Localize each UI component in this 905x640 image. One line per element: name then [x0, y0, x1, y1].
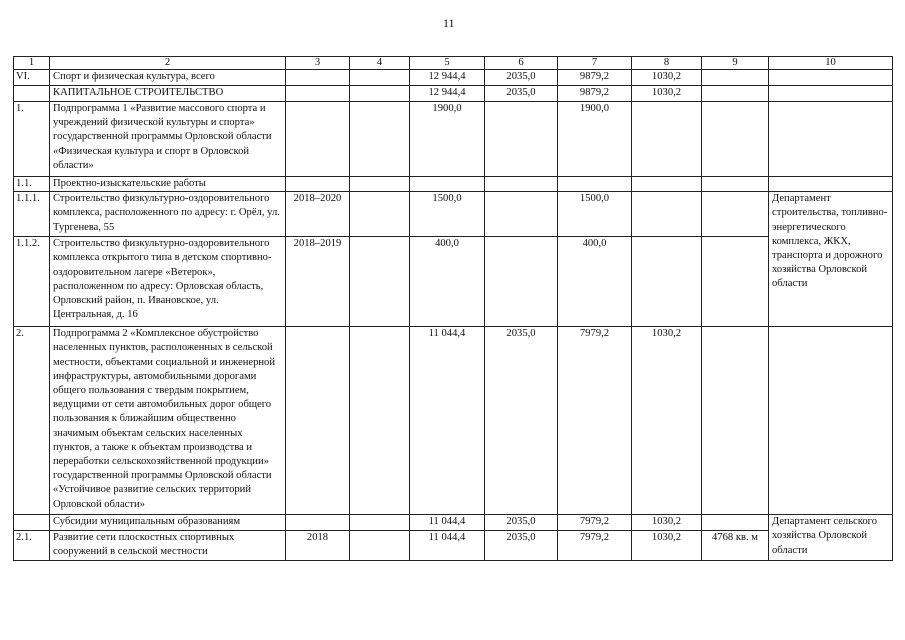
row-col7: 7979,2	[558, 531, 632, 561]
page-number: 11	[443, 16, 455, 30]
row-number: 2.1.	[14, 531, 50, 561]
budget-table	[13, 56, 893, 561]
table-row	[14, 102, 893, 177]
row-col7: 1900,0	[558, 102, 632, 177]
row-col9	[702, 102, 769, 177]
row-col6: 2035,0	[485, 70, 558, 86]
row-col5: 11 044,4	[410, 531, 485, 561]
row-col6: 2035,0	[485, 531, 558, 561]
header-cell: 10	[769, 57, 893, 70]
row-col10	[769, 70, 893, 86]
row-col4	[350, 86, 410, 102]
table-row	[14, 177, 893, 192]
row-col5: 1500,0	[410, 192, 485, 237]
row-period	[286, 102, 350, 177]
header-cell: 3	[286, 57, 350, 70]
row-col8: 1030,2	[632, 86, 702, 102]
row-name: Подпрограмма 2 «Комплексное обустройство населенных пунктов, расположенных в сельской местности, объектами социальной и инженерной инфраструктуры, автомобильными дорогами общего пользования с твердым покрытием, ведущими от сети автомобильных дорог общего пользования к ближайшим общественно значимым объектам сельских населенных пунктов, а также к объектам производства и переработки сельскохозяйственной продукции» государственной программы Орловской области «Устойчивое развитие сельских территорий Орловской области»	[50, 327, 286, 515]
row-number	[14, 515, 50, 531]
header-cell: 7	[558, 57, 632, 70]
row-period	[286, 515, 350, 531]
row-number: 1.1.	[14, 177, 50, 192]
row-col5: 11 044,4	[410, 327, 485, 515]
row-col10	[769, 327, 893, 515]
row-col7: 1500,0	[558, 192, 632, 237]
header-row	[14, 57, 893, 70]
row-col7: 7979,2	[558, 327, 632, 515]
header-cell: 6	[485, 57, 558, 70]
row-col7: 400,0	[558, 237, 632, 327]
row-col4	[350, 192, 410, 237]
row-period	[286, 177, 350, 192]
row-number	[14, 86, 50, 102]
row-col8: 1030,2	[632, 327, 702, 515]
row-col8: 1030,2	[632, 70, 702, 86]
row-name: Развитие сети плоскостных спортивных сооружений в сельской местности	[50, 531, 286, 561]
row-col5: 400,0	[410, 237, 485, 327]
row-col8	[632, 102, 702, 177]
row-col8	[632, 177, 702, 192]
table-row	[14, 531, 893, 561]
row-col5: 12 944,4	[410, 86, 485, 102]
header-cell: 9	[702, 57, 769, 70]
row-name: КАПИТАЛЬНОЕ СТРОИТЕЛЬСТВО	[50, 86, 286, 102]
header-cell: 4	[350, 57, 410, 70]
row-name: Строительство физкультурно-оздоровительного комплекса открытого типа в детском спортивно-оздоровительном лагере «Ветерок», расположенном по адресу: Орловская область, Орловский район, п. Ивановское, ул. Центральная, д. 16	[50, 237, 286, 327]
row-col4	[350, 70, 410, 86]
row-col4	[350, 327, 410, 515]
row-col4	[350, 102, 410, 177]
row-col9: 4768 кв. м	[702, 531, 769, 561]
table-row	[14, 515, 893, 531]
row-col6: 2035,0	[485, 515, 558, 531]
row-col4	[350, 515, 410, 531]
row-col6: 2035,0	[485, 86, 558, 102]
row-col8: 1030,2	[632, 515, 702, 531]
row-col5	[410, 177, 485, 192]
row-period	[286, 86, 350, 102]
row-col9	[702, 237, 769, 327]
header-cell: 1	[14, 57, 50, 70]
row-name: Субсидии муниципальным образованиям	[50, 515, 286, 531]
row-col9	[702, 70, 769, 86]
row-period: 2018	[286, 531, 350, 561]
row-col9	[702, 192, 769, 237]
row-name: Проектно-изыскательские работы	[50, 177, 286, 192]
row-period	[286, 70, 350, 86]
row-col10	[769, 177, 893, 192]
row-number: 1.	[14, 102, 50, 177]
header-cell: 5	[410, 57, 485, 70]
header-cell: 2	[50, 57, 286, 70]
responsible-department: Департамент строительства, топливно-энергетического комплекса, ЖКХ, транспорта и дорожного хозяйства Орловской области	[769, 192, 893, 327]
responsible-department: Департамент сельского хозяйства Орловской области	[769, 515, 893, 561]
table-row	[14, 237, 893, 327]
row-period	[286, 327, 350, 515]
row-col4	[350, 177, 410, 192]
row-number: 1.1.2.	[14, 237, 50, 327]
row-col7: 9879,2	[558, 86, 632, 102]
row-col6: 2035,0	[485, 327, 558, 515]
row-col8: 1030,2	[632, 531, 702, 561]
row-col6	[485, 192, 558, 237]
row-col6	[485, 102, 558, 177]
row-col10	[769, 102, 893, 177]
row-col10	[769, 86, 893, 102]
row-name: Подпрограмма 1 «Развитие массового спорта и учреждений физической культуры и спорта» государственной программы Орловской области «Физическая культура и спорт в Орловской области»	[50, 102, 286, 177]
row-period: 2018–2019	[286, 237, 350, 327]
row-col5: 11 044,4	[410, 515, 485, 531]
table-row	[14, 86, 893, 102]
row-col7: 9879,2	[558, 70, 632, 86]
row-number: VI.	[14, 70, 50, 86]
row-col7: 7979,2	[558, 515, 632, 531]
row-col6	[485, 237, 558, 327]
row-col9	[702, 327, 769, 515]
row-col9	[702, 177, 769, 192]
table-row	[14, 192, 893, 237]
row-col7	[558, 177, 632, 192]
row-col5: 12 944,4	[410, 70, 485, 86]
row-col8	[632, 192, 702, 237]
row-name: Строительство физкультурно-оздоровительного комплекса, расположенного по адресу: г. Орёл, ул. Тургенева, 55	[50, 192, 286, 237]
row-number: 1.1.1.	[14, 192, 50, 237]
table-row	[14, 70, 893, 86]
row-period: 2018–2020	[286, 192, 350, 237]
row-col9	[702, 86, 769, 102]
row-col9	[702, 515, 769, 531]
row-col4	[350, 237, 410, 327]
row-number: 2.	[14, 327, 50, 515]
row-col5: 1900,0	[410, 102, 485, 177]
row-col6	[485, 177, 558, 192]
row-col4	[350, 531, 410, 561]
row-name: Спорт и физическая культура, всего	[50, 70, 286, 86]
row-col8	[632, 237, 702, 327]
header-cell: 8	[632, 57, 702, 70]
table-row	[14, 327, 893, 515]
